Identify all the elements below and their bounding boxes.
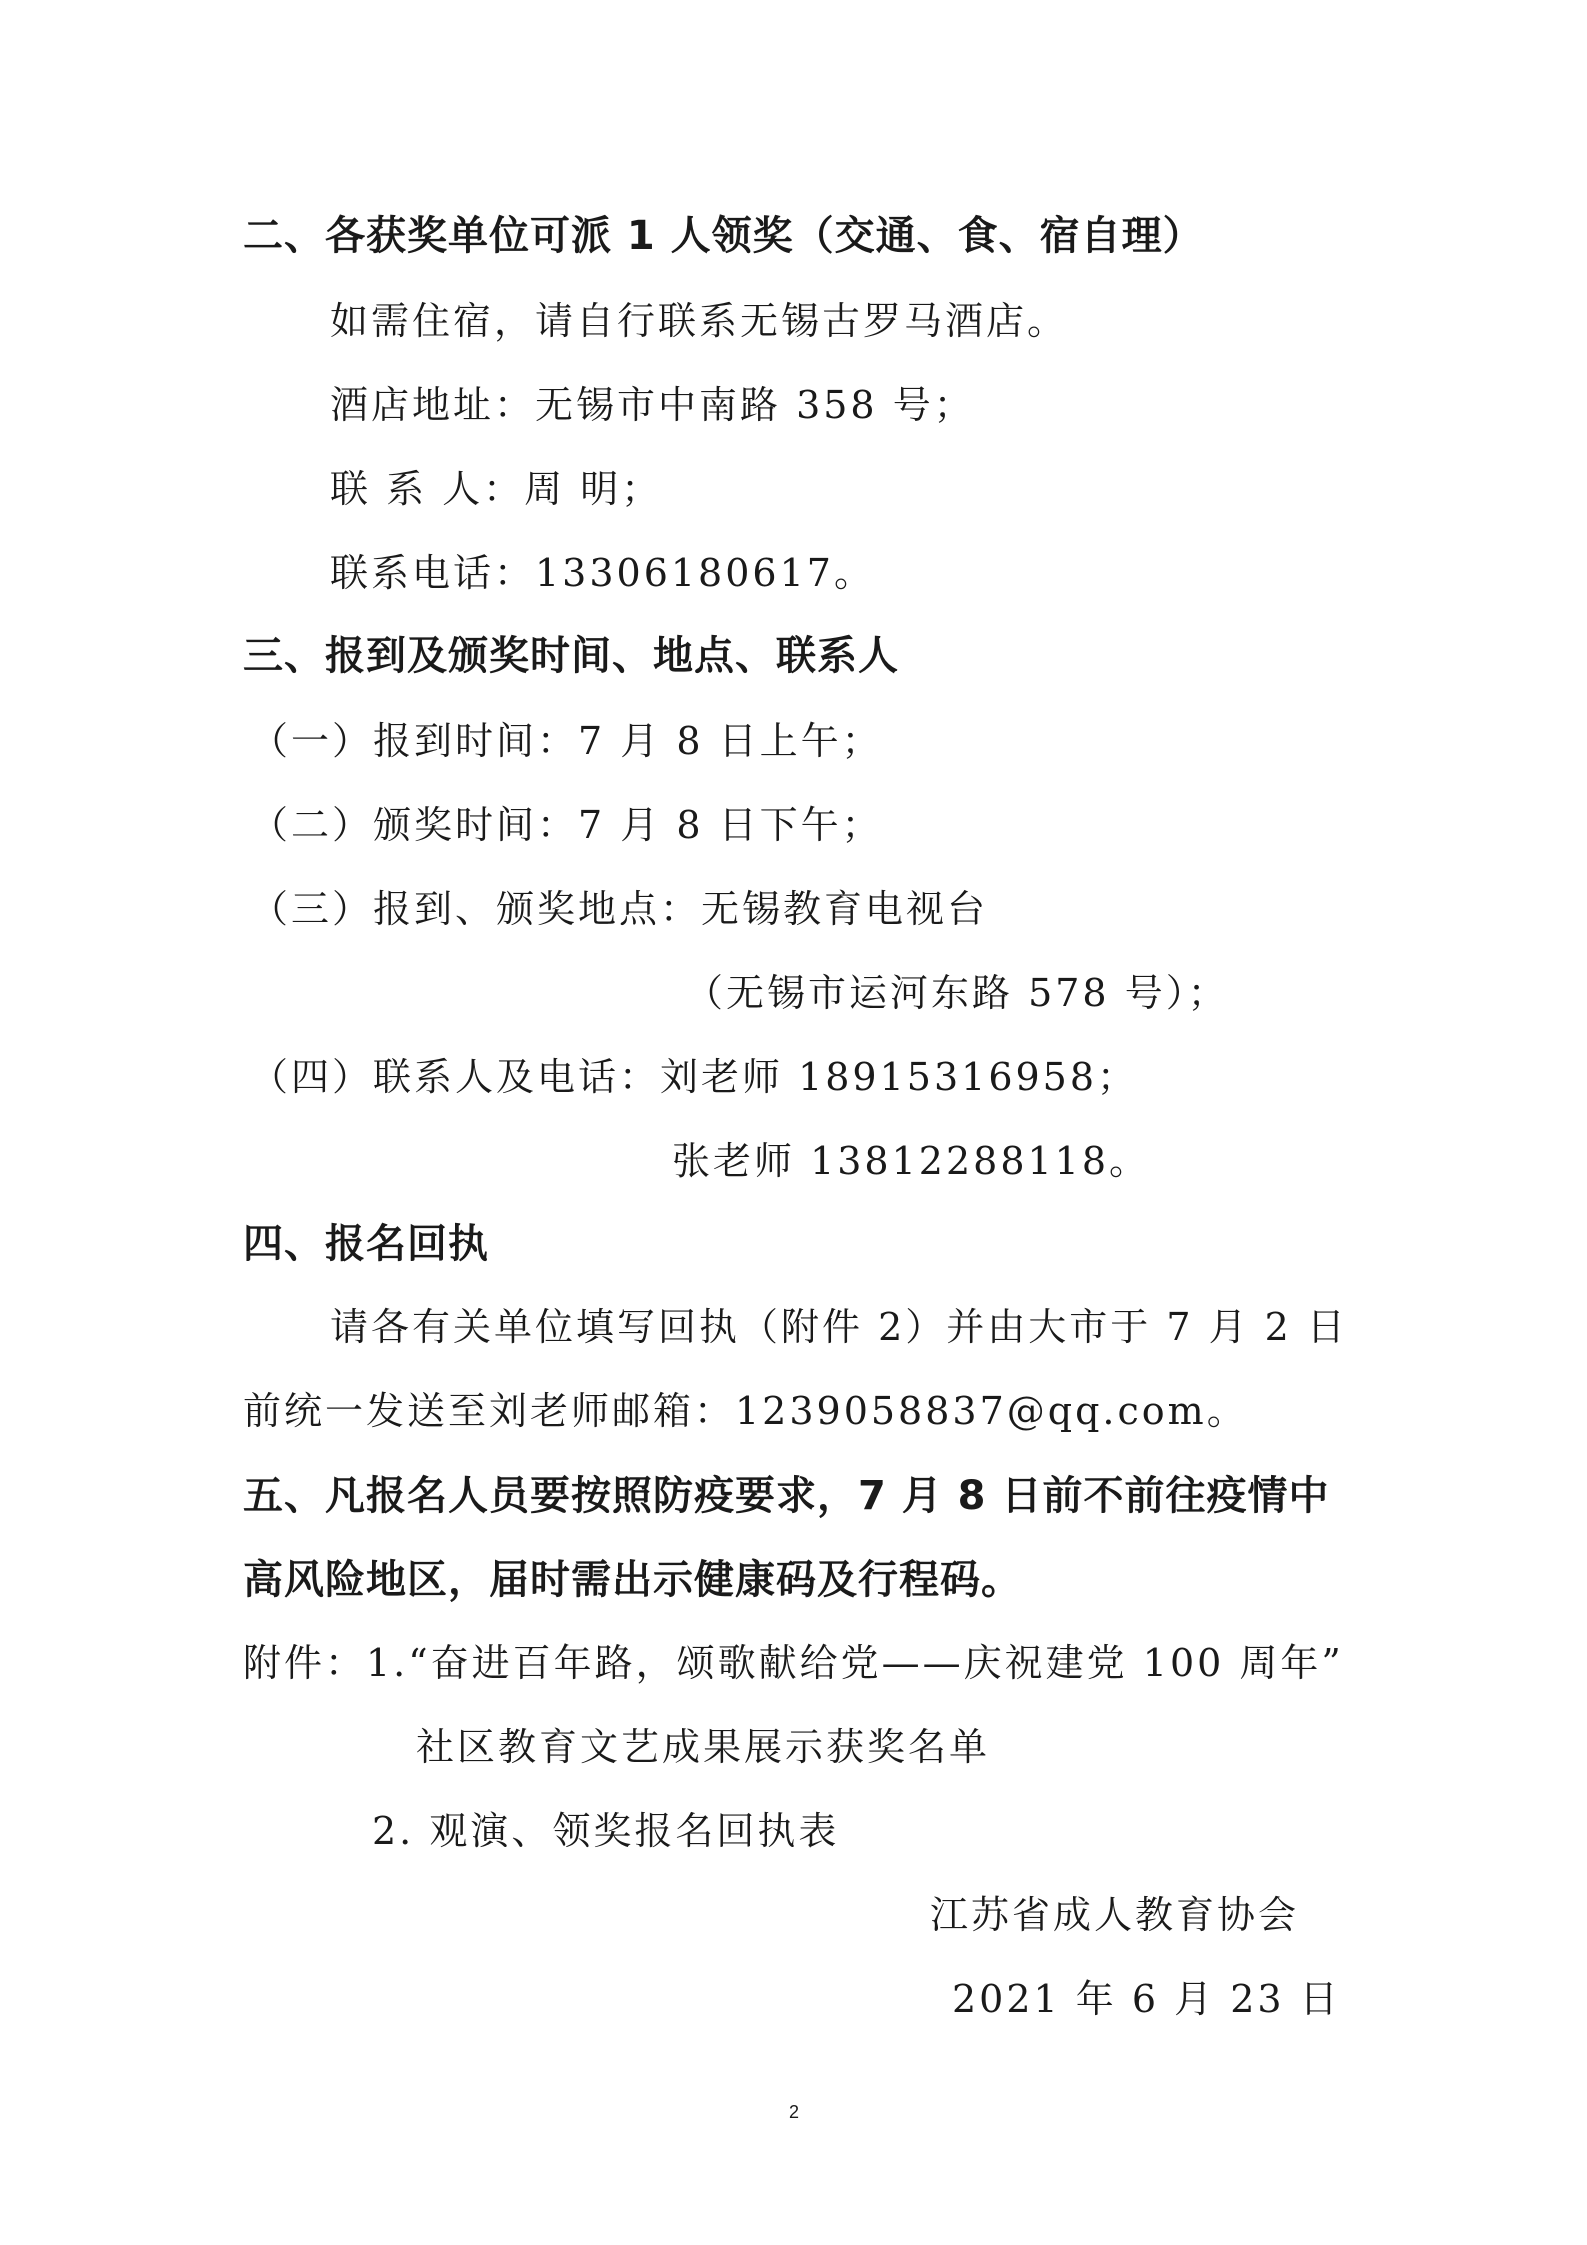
section-3-item-3-cont: （无锡市运河东路 578 号）；: [685, 971, 1229, 1015]
section-4-heading: 四、报名回执: [243, 1221, 489, 1267]
section-3-item-4-cont: 张老师 13812288118。: [672, 1139, 1151, 1183]
section-5-heading-line-1: 五、凡报名人员要按照防疫要求，7 月 8 日前不前往疫情中: [243, 1473, 1330, 1519]
section-2-line-3: 联 系 人：周 明；: [330, 467, 663, 511]
section-3-item-3: （三）报到、颁奖地点：无锡教育电视台: [250, 887, 989, 931]
section-2-heading: 二、各获奖单位可派 1 人领奖（交通、食、宿自理）: [243, 213, 1204, 259]
section-3-item-4: （四）联系人及电话：刘老师 18915316958；: [250, 1055, 1139, 1099]
attachment-line-1-cont: 社区教育文艺成果展示获奖名单: [416, 1725, 991, 1769]
page-number: 2: [789, 2102, 800, 2122]
section-3-item-2: （二）颁奖时间：7 月 8 日下午；: [250, 803, 883, 847]
section-3-item-1: （一）报到时间：7 月 8 日上午；: [250, 719, 883, 763]
signature-date: 2021 年 6 月 23 日: [952, 1977, 1341, 2021]
section-2-line-1: 如需住宿，请自行联系无锡古罗马酒店。: [330, 299, 1069, 343]
section-2-line-2: 酒店地址：无锡市中南路 358 号；: [330, 383, 975, 427]
section-5-heading-line-2: 高风险地区，届时需出示健康码及行程码。: [243, 1557, 1022, 1603]
section-4-para-line-2: 前统一发送至刘老师邮箱：1239058837@qq.com。: [243, 1389, 1248, 1433]
section-2-line-4: 联系电话：13306180617。: [330, 551, 875, 595]
signature-organization: 江苏省成人教育协会: [930, 1893, 1300, 1937]
section-3-heading: 三、报到及颁奖时间、地点、联系人: [243, 633, 899, 679]
attachment-line-1: 附件：1.“奋进百年路，颂歌献给党——庆祝建党 100 周年”: [243, 1641, 1344, 1685]
attachment-line-2: 2. 观演、领奖报名回执表: [372, 1809, 840, 1853]
section-4-para-line-1: 请各有关单位填写回执（附件 2）并由大市于 7 月 2 日: [330, 1305, 1348, 1349]
